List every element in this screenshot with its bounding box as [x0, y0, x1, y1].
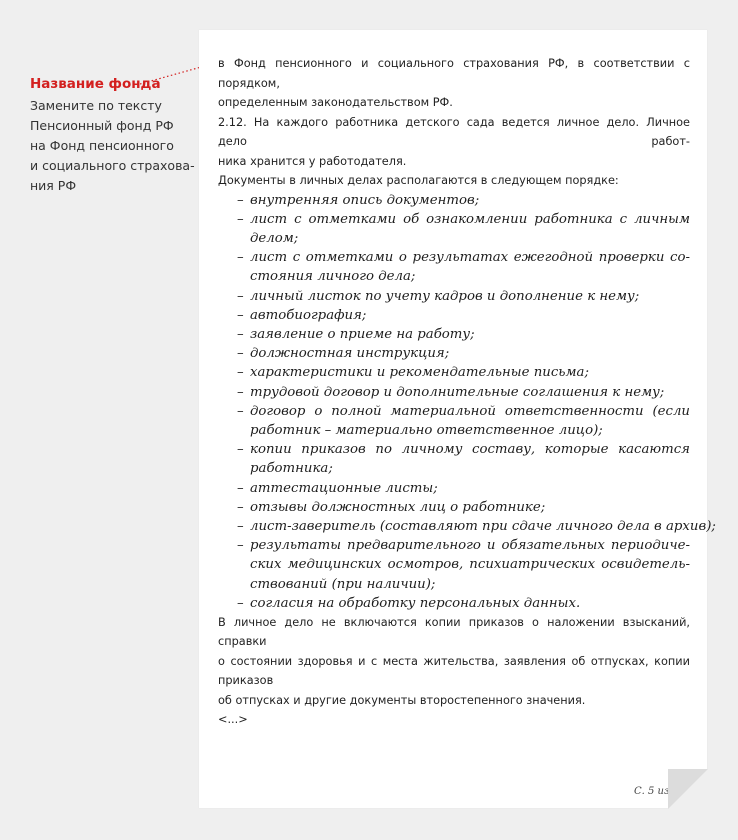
list-item-line: аттестационные листы; [250, 480, 438, 496]
list-item-line: копии приказов по личному составу, которые касаются [250, 442, 690, 458]
list-item-line: заявление о приеме на работу; [250, 326, 475, 342]
dash-marker: – [237, 595, 244, 611]
text-line: ника хранится у работодателя. [218, 154, 407, 168]
text-line: 2.12. На каждого работника детского сада ведется личное дело. Личное дело работ- [218, 115, 690, 148]
dash-marker: – [237, 480, 244, 496]
documents-list [218, 191, 716, 613]
list-item [237, 325, 690, 344]
dash-marker: – [237, 211, 244, 227]
list-item-line: внутренняя опись документов; [250, 192, 480, 208]
page-fold-corner [668, 769, 708, 809]
list-item [237, 248, 690, 286]
note-line: ния РФ [30, 178, 77, 193]
list-item-line: лист с отметками об ознакомлении работника с личным [250, 211, 690, 227]
dash-marker: – [237, 518, 244, 534]
list-item [237, 402, 690, 440]
list-item [237, 191, 690, 210]
note-line: на Фонд пенсионного [30, 138, 174, 153]
page-number: С. 5 из 5 [634, 786, 679, 797]
list-item-line: лист-заверитель (составляют при сдаче личного дела в архив); [250, 518, 716, 534]
dash-marker: – [237, 346, 244, 362]
paragraph-fund [218, 54, 690, 113]
list-item-line: личный листок по учету кадров и дополнение к нему; [250, 288, 640, 304]
list-item [237, 498, 690, 517]
text-line: о состоянии здоровья и с места жительства, заявления об отпусках, копии приказов [218, 654, 690, 688]
list-item [237, 344, 690, 363]
list-item [237, 440, 690, 478]
document-page [199, 30, 716, 808]
text-line: Документы в личных делах располагаются в следующем порядке: [218, 174, 619, 187]
omission-mark: <...> [218, 713, 248, 727]
dash-marker: – [237, 384, 244, 400]
paragraph-order-intro [218, 171, 690, 191]
dash-marker: – [237, 307, 244, 323]
dash-marker: – [237, 442, 244, 458]
note-line: Замените по тексту [30, 98, 162, 113]
list-item [237, 517, 716, 536]
text-line: В личное дело не включаются копии приказов о наложении взысканий, справки [218, 615, 690, 649]
list-item-line: договор о полной материальной ответственности (если [250, 403, 690, 419]
note-text [30, 96, 195, 196]
dash-marker: – [237, 250, 244, 266]
dash-marker: – [237, 403, 244, 419]
paragraph-excluded [218, 613, 690, 711]
list-item [237, 479, 690, 498]
list-item-line: должностная инструкция; [250, 346, 450, 362]
list-item [237, 594, 690, 613]
list-item [237, 383, 690, 402]
paragraph-2-12 [218, 113, 690, 172]
list-item-line: ских медицинских осмотров, психиатрических освидетель- [250, 557, 690, 573]
list-item-line: лист с отметками о результатах ежегодной проверки со- [250, 250, 690, 266]
margin-note [30, 74, 195, 196]
list-item-line: отзывы должностных лиц о работнике; [250, 499, 546, 515]
list-item-line: работник – материально ответственное лицо); [250, 422, 603, 438]
list-item-line: согласия на обработку персональных данных. [250, 595, 581, 611]
list-item [237, 306, 690, 325]
list-item-line: характеристики и рекомендательные письма; [250, 365, 589, 381]
document-content [218, 54, 716, 730]
list-item [237, 536, 690, 594]
note-title: Название фонда [30, 76, 161, 92]
list-item [237, 210, 690, 248]
dash-marker: – [237, 538, 244, 554]
list-item-line: ствований (при наличии); [250, 576, 436, 592]
dash-marker: – [237, 288, 244, 304]
list-item-line: результаты предварительного и обязательных периодиче- [250, 538, 690, 554]
text-line: в Фонд пенсионного и социального страхования РФ, в соответствии с порядком, [218, 57, 690, 90]
list-item-line: работника; [250, 461, 333, 477]
list-item-line: стояния личного дела; [250, 269, 416, 285]
dash-marker: – [237, 499, 244, 515]
list-item [237, 287, 690, 306]
list-item-line: трудовой договор и дополнительные соглашения к нему; [250, 384, 665, 400]
text-line: определенным законодательством РФ. [218, 96, 453, 109]
list-item-line: делом; [250, 230, 299, 246]
note-line: Пенсионный фонд РФ [30, 118, 174, 133]
note-line: и социального страхова- [30, 158, 195, 173]
dash-marker: – [237, 326, 244, 342]
dash-marker: – [237, 192, 244, 208]
dash-marker: – [237, 365, 244, 381]
list-item-line: автобиография; [250, 307, 367, 323]
text-line: об отпусках и другие документы второстепенного значения. [218, 693, 586, 707]
list-item [237, 363, 690, 382]
